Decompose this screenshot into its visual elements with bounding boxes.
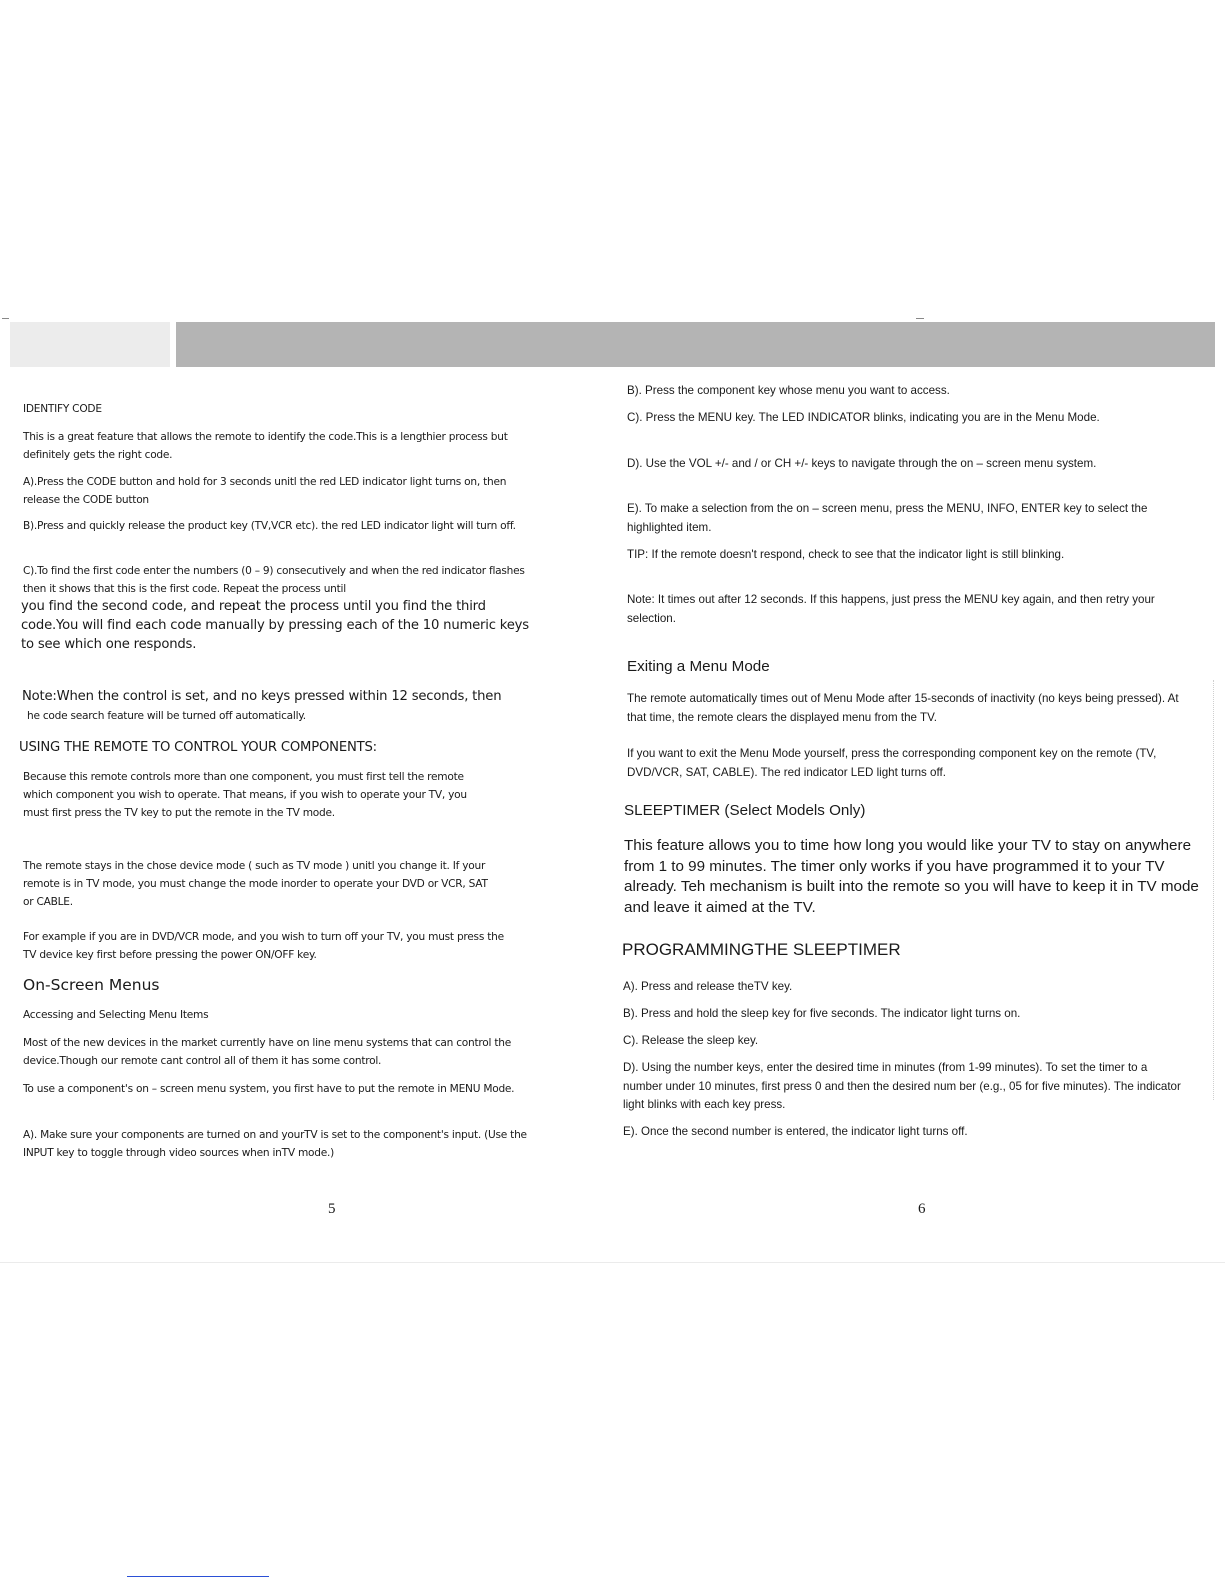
programming-step-a: A). Press and release theTV key. — [623, 980, 793, 993]
note-heading: Note:When the control is set, and no keys pressed within 12 seconds, then — [22, 689, 502, 704]
page-bottom-border — [0, 1262, 1225, 1263]
right-edge-dots — [1213, 680, 1214, 1100]
left-edge-mark — [2, 318, 9, 319]
identify-code-intro: This is a great feature that allows the remote to identify the code.This is a lengthier process but definitely gets the right code. — [23, 431, 508, 461]
programming-step-b: B). Press and hold the sleep key for five seconds. The indicator light turns on. — [623, 1007, 1021, 1020]
identify-step-c-continued: you find the second code, and repeat the process until you find the third code.You will find each code manually by pressing each of the 10 numeric keys to see which one responds. — [21, 599, 529, 652]
using-paragraph-3: For example if you are in DVD/VCR mode, and you wish to turn off your TV, you must press the TV device key first before pressing the power ON/OFF key. — [23, 931, 504, 961]
using-paragraph-1: Because this remote controls more than one component, you must first tell the remote which component you wish to operate. That means, if you wish to operate your TV, you must first press the TV key to put the remote in the TV mode. — [23, 771, 467, 819]
programming-step-c: C). Release the sleep key. — [623, 1034, 759, 1047]
accessing-menu-title: Accessing and Selecting Menu Items — [23, 1009, 209, 1021]
menu-tip: TIP: If the remote doesn't respond, check to see that the indicator light is still blinking. — [627, 548, 1065, 561]
right-edge-mark — [916, 318, 924, 319]
header-bar-right — [176, 322, 1215, 367]
identify-step-a: A).Press the CODE button and hold for 3 seconds unitl the red LED indicator light turns on, then release the CODE button — [23, 476, 507, 506]
programming-step-e: E). Once the second number is entered, the indicator light turns off. — [623, 1125, 968, 1138]
menu-paragraph-1: Most of the new devices in the market currently have on line menu systems that can control the device.Though our remote cant control all of them it has some control. — [23, 1037, 511, 1067]
page-number-6: 6 — [918, 1201, 926, 1217]
note-continued: he code search feature will be turned off automatically. — [27, 710, 306, 722]
menu-step-c: C). Press the MENU key. The LED INDICATOR blinks, indicating you are in the Menu Mode. — [627, 411, 1100, 424]
using-remote-title: USING THE REMOTE TO CONTROL YOUR COMPONENTS: — [19, 740, 377, 755]
menu-note: Note: It times out after 12 seconds. If this happens, just press the MENU key again, and then retry your selection. — [627, 593, 1155, 625]
menu-step-e: E). To make a selection from the on – screen menu, press the MENU, INFO, ENTER key to select the highlighted item. — [627, 502, 1148, 534]
menu-step-b: B). Press the component key whose menu you want to access. — [627, 384, 950, 397]
header-bar-left — [10, 322, 170, 367]
menu-step-d: D). Use the VOL +/- and / or CH +/- keys to navigate through the on – screen menu system. — [627, 457, 1097, 470]
identify-step-b: B).Press and quickly release the product key (TV,VCR etc). the red LED indicator light will turn off. — [23, 520, 516, 532]
on-screen-menus-title: On-Screen Menus — [23, 976, 160, 994]
sleeptimer-title: SLEEPTIMER (Select Models Only) — [624, 802, 866, 819]
bottom-underline — [127, 1576, 269, 1577]
menu-step-a: A). Make sure your components are turned on and yourTV is set to the component's input. (Use the INPUT key to toggle through video sources when inTV mode.) — [23, 1129, 527, 1159]
menu-paragraph-2: To use a component's on – screen menu system, you first have to put the remote in MENU Mode. — [23, 1083, 515, 1095]
identify-step-c: C).To find the first code enter the numbers (0 – 9) consecutively and when the red indicator flashes then it shows that this is the first code. Repeat the process until — [23, 565, 525, 595]
exit-paragraph-1: The remote automatically times out of Menu Mode after 15-seconds of inactivity (no keys being pressed). At that time, the remote clears the displayed menu from the TV. — [627, 692, 1179, 724]
identify-code-title: IDENTIFY CODE — [23, 403, 102, 415]
exiting-menu-title: Exiting a Menu Mode — [627, 658, 770, 675]
programming-step-d: D). Using the number keys, enter the desired time in minutes (from 1-99 minutes). To set the timer to a number under 10 minutes, first press 0 and then the desired num ber (e.g., 05 for five minutes). The indicator light blinks with each key press. — [623, 1061, 1181, 1111]
using-paragraph-2: The remote stays in the chose device mode ( such as TV mode ) unitl you change it. If your remote is in TV mode, you must change the mode inorder to operate your DVD or VCR, SAT or CABLE. — [23, 860, 488, 908]
exit-paragraph-2: If you want to exit the Menu Mode yourself, press the corresponding component key on the remote (TV, DVD/VCR, SAT, CABLE). The red indicator LED light turns off. — [627, 747, 1157, 779]
page-number-5: 5 — [328, 1201, 336, 1217]
programming-sleeptimer-title: PROGRAMMINGTHE SLEEPTIMER — [622, 940, 901, 959]
sleeptimer-paragraph: This feature allows you to time how long you would like your TV to stay on anywhere from 1 to 99 minutes. The timer only works if you have programmed it to your TV already. Teh mechanism is built into the remote so you will have to keep it in TV mode and leave it aimed at the TV. — [624, 837, 1199, 916]
